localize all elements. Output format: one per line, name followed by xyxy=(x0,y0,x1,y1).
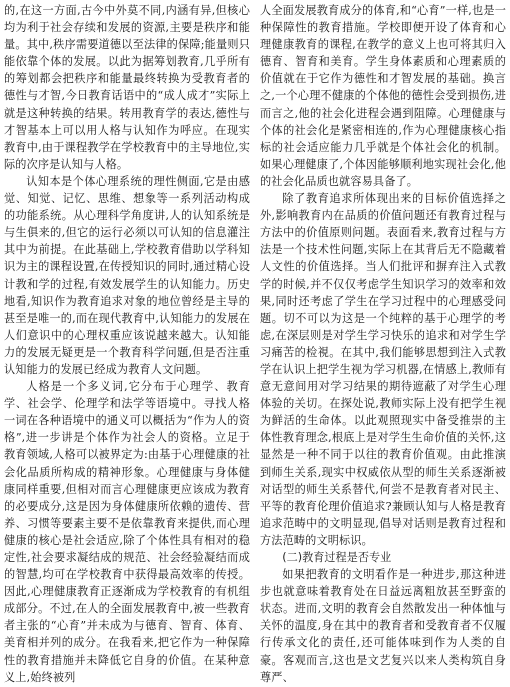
right-column xyxy=(260,2,506,687)
paragraph: 人格是一个多义词,它分布于心理学、教育学、社会学、伦理学和法学等语境中。寻找人格一词在各种语境中的通义可以概括为“作为人的资格”,进一步讲是个体作为社会人的资格。立足于教育领域,人格可以被界定为:由基于心理健康的社会化品质所构成的精神形象。心理健康与身体健康同样重要,但相对而言心理健康更应该成为教育的必要成分,这是因为身体健康所依赖的遗传、营养、习惯等要素主要不是依靠教育来提供,而心理健康的核心是社会适应,除了个体性具有相对的稳定性,社会要求凝结成的规范、社会经验凝结而成的智慧,均可在学校教育中获得最高效率的传授。因此,心理健康教育正逐渐成为学校教育的有机组成部分。不过,在人的全面发展教育中,被一些教育者主张的“心育”并未成为与德育、智育、体育、美育相并列的成分。在我看来,把它作为一种保障性的教育措施并未降低它自身的价值。在某种意义上,始终被列 xyxy=(4,380,250,684)
paragraph: 如果把教育的文明看作是一种进步,那这种进步也就意味着教育处在日益远离粗放甚至野蛮的状态。进而,文明的教育会自然散发出一种体恤与关怀的温度,身在其中的教育者和受教育者不仅履行传承文化的责任,还可能体味到作为人类的自豪。客观而言,这也是文艺复兴以来人类构筑自身尊严、 xyxy=(260,568,506,684)
left-column xyxy=(4,2,250,687)
paragraph: 除了教育追求所体现出来的目标价值选择之外,影响教育内在品质的价值问题还有教育过程与方法中的价值原则问题。表面看来,教育过程与方法是一个技术性问题,实际上在其背后无不隐藏着人文性的价值选择。当人们批评和摒弃注入式教学的时候,并不仅仅考虑学生知识学习的效率和效果,同时还考虑了学生在学习过程中的心理感受问题。切不可以为这是一个纯粹的基于心理学的考虑,在深层则是对学生学习快乐的追求和对学生学习痛苦的检視。在其中,我们能够思想到注入式教学在认识上把学生视为学习机器,在情感上,教师有意无意间用对学习结果的期待遮蔽了对学生心理体验的关切。在探处说,教师实际上没有把学生视为鲜活的生命体。以此观照现实中备受推崇的主体性教育理念,根底上是对学生生命价值的关怀,这显然是一种不同于以往的教育价值观。由此推演到师生关系,现实中权威依从型的师生关系逐渐被对话型的师生关系替代,何尝不是教育者对民主、平等的教育伦理价值追求?兼顾认知与人格是教育追求范畴中的文明显现,倡导对话则是教育过程和方法范畴的文明标识。 xyxy=(260,192,506,547)
paragraph: 人全面发展教育成分的体育,和“心育”一样,也是一种保障性的教育措施。学校即便开设了体育和心理健康教育的课程,在教学的意义上也可将其归入德育、智育和美育。学生身体素质和心理素质的价值就在于它作为德性和才智发展的基础。换言之,一个心理不健康的个体他的德性会受到损伤,进而言之,他的社会化进程会遇到阻障。心理健康与个体的社会化是紧密相连的,作为心理健康核心指标的社会适应能力几乎就是个体社会化的机制。如果心理健康了,个体因能够顺利地实现社会化,他的社会化品质也就容易具备了。 xyxy=(260,4,506,188)
paragraph: 认知本是个体心理系统的理性侧面,它是由感觉、知觉、记忆、思维、想象等一系列活动构成的功能系统。从心理科学角度讲,人的认知系统是与生俱来的,但它的运行必须以可认知的信息灌注其中为前提。在此基础上,学校教育借助以学科知识为主的课程设置,在传授知识的同时,通过精心设计教和学的过程,有效发展学生的认知能力。历史地看,知识作为教育追求对象的地位曾经是主导的甚至是唯一的,而在现代教育中,认知能力的发展在人们意识中的心理权重应该说越来越大。认知能力的发展无疑更是一个教育科学问题,但是否注重认知能力的发展已经成为教育人文问题。 xyxy=(4,174,250,376)
paragraph: 的,在这一方面,古今中外莫不同,内涵有异,但核心均为利于社会存续和发展的资源,主要是秩序和能量。其中,秩序需要道德以至法律的保障;能量则只能依靠个体的发展。以此为据筹划教育,几乎所有的筹划都会把秩序和能量最终转换为受教育者的德性与才智,今日教育话语中的“成人成才”实际上就是这种转换的结果。转用教育学的表达,德性与才智基本上可以用人格与认知作为呼应。在现实教育中,由于课程教学在学校教育中的主导地位,实际的次序是认知与人格。 xyxy=(4,4,250,171)
section-heading: (二)教育过程是否专业 xyxy=(282,551,392,564)
